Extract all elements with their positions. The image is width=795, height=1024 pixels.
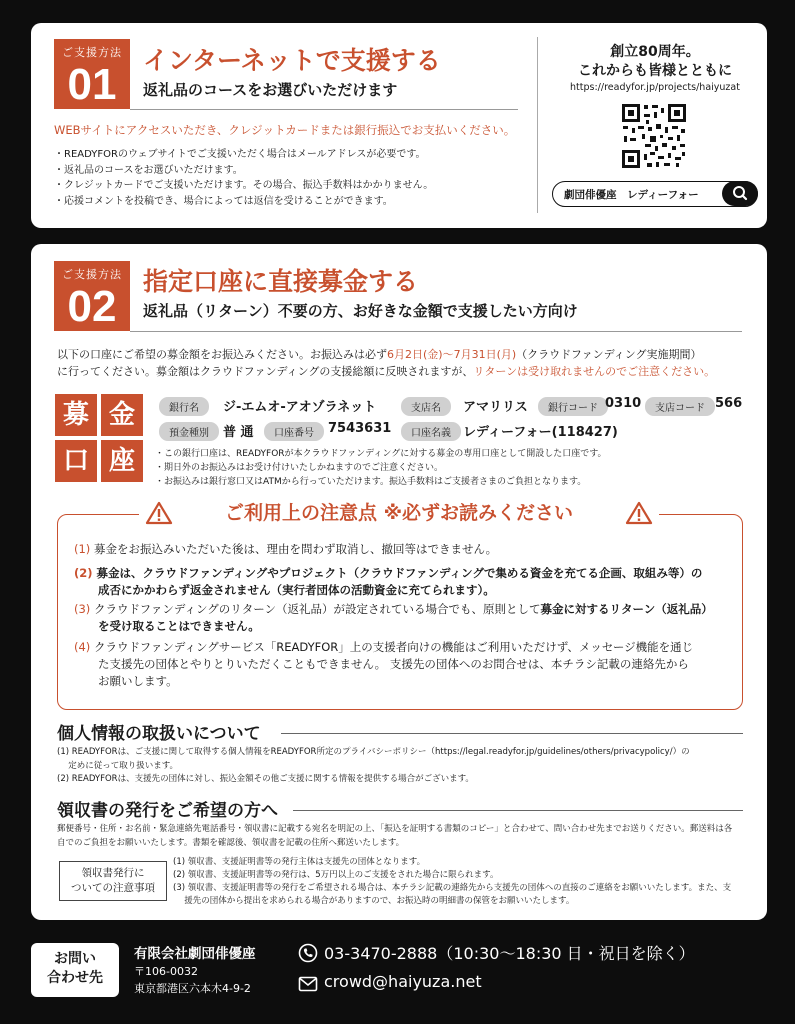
caution-title: ご利用上の注意点 ※必ずお読みください: [224, 502, 574, 524]
method1-bullets: [54, 147, 433, 209]
receipt-notice-box: 領収書発行に ついての注意事項: [59, 861, 167, 901]
intro-text: 以下の口座にご希望の募金額をお振込みください。お振込みは必ず: [57, 348, 387, 361]
postal-code: 〒106-0032: [134, 965, 198, 978]
caution-item-3: (3) クラウドファンディングのリターン（返礼品）が設定されている場合でも、原則として募金に対するリターン（返礼品） を受け取ることはできません。: [74, 602, 713, 633]
company-name: 有限会社劇団俳優座: [134, 946, 256, 962]
method2-subtitle: 返礼品（リターン）不要の方、お好きな金額で支援したい方向け: [143, 302, 578, 320]
phone-hours: （10:30〜18:30 日・祝日を除く）: [437, 944, 695, 963]
bank-note: ・この銀行口座は、READYFORが本クラウドファンディングに対する募金の専用口座として開設した口座です。: [155, 449, 607, 459]
method2-number: 02: [67, 282, 117, 331]
promo-line1: 創立80周年。: [610, 44, 700, 60]
divider: [130, 109, 518, 110]
account-number: 7543631: [328, 421, 392, 436]
bank-code-label: 銀行コード: [538, 397, 608, 416]
bullet: ・READYFORのウェブサイトでご支援いただく場合はメールアドレスが必要です。: [54, 149, 426, 160]
method1-subtitle: 返礼品のコースをお選びいただけます: [143, 81, 398, 99]
contact-label-box: お問い 合わせ先: [31, 943, 119, 997]
search-bar[interactable]: [552, 181, 758, 207]
bullet: ・返礼品のコースをお選びいただけます。: [54, 164, 243, 176]
method2-title: 指定口座に直接募金する: [143, 267, 419, 296]
caution-title-wrap: [139, 498, 659, 528]
branch-name: アマリリス: [463, 400, 528, 415]
method1-badge: [54, 39, 130, 109]
branch-code-label: 支店コード: [645, 397, 715, 416]
intro-text: に行ってください。募金額はクラウドファンディングの支援総額に反映されますが、: [57, 365, 474, 378]
search-icon: [722, 181, 758, 206]
branch-label: 支店名: [401, 397, 451, 416]
account-holder: レディーフォー(118427): [463, 425, 618, 440]
method1-number: 01: [67, 60, 117, 109]
bank-note: ・期日外のお振込みはお受け付けいたしかねますのでご注意ください。: [155, 463, 444, 473]
bank-note: ・お振込みは銀行窓口又はATMから行っていただけます。振込手数料はご支援者さまのご負担となります。: [155, 477, 587, 487]
phone-icon: [298, 943, 318, 967]
phone-number[interactable]: 03-3470-2888: [324, 944, 438, 963]
method2-intro: [57, 346, 715, 380]
method1-label: ご支援方法: [62, 46, 122, 59]
method2-card: [31, 244, 767, 920]
kanji-kou: 口: [55, 440, 97, 482]
warning-icon: [145, 501, 173, 525]
caution-item-1: (1) 募金をお振込みいただいた後は、理由を問わず取消し、撤回等はできません。: [74, 542, 498, 556]
warning-icon: [625, 501, 653, 525]
caution-item-4: (4) クラウドファンディングサービス「READYFOR」上の支援者向けの機能はご利用いただけず、メッセージ機能を通じ た支援先の団体とやりとりいただくこともできません。 支援先の団体へのお問合せは、本チラシ記載の連絡先から お願いします。: [74, 640, 694, 688]
caution-item-2: (2) 募金は、クラウドファンディングやプロジェクト（クラウドファンディングで集める資金を充てる企画、取組み等）の 成否にかかわらず返金されません（実行者団体の活動資金に充てられます）。: [74, 566, 703, 597]
method2-badge: [54, 261, 130, 331]
receipt-text: 郵便番号・住所・お名前・緊急連絡先電話番号・領収書に記載する宛名を明記の上、「振込を証明する書類のコピー」と合わせて、問い合わせ先までお送りください。郵送料は各 自でのご負担をお願いいたします。書類を確認後、領収書を記載の住所へ郵送いたします。: [57, 824, 733, 848]
kanji-kin: 金: [101, 394, 143, 436]
receipt-notes: (1) 領収書、支援証明書等の発行主体は支援先の団体となります。 (2) 領収書、支援証明書等の発行は、5万円以上のご支援をされた場合に限られます。 (3) 領収書、支援証明書等の発行をご希望される場合は、本チラシ記載の連絡先から支援先の団体への直接のご連絡をお願いいたします。また、支 援先の団体から提出を求められる場合がありますので、お振込時の明細書の保管をお願いいたします。: [173, 857, 732, 906]
kanji-bo: 募: [55, 394, 97, 436]
divider: [293, 810, 743, 811]
bank-notes: [155, 447, 606, 489]
bank-code: 0310: [605, 396, 642, 411]
promo-line2: これからも皆様とともに: [578, 63, 732, 79]
account-type: 普 通: [223, 425, 254, 440]
divider: [130, 331, 742, 332]
warning-text: リターンは受け取れませんのでご注意ください。: [473, 365, 716, 378]
period-text: 6月2日(金)〜7月31日(月): [387, 348, 517, 361]
search-button[interactable]: [722, 181, 758, 206]
branch-code: 566: [715, 396, 743, 411]
privacy-text: (1) READYFORは、ご支援に関して取得する個人情報をREADYFOR所定のプライバシーポリシー（https://legal.readyfor.jp/guidelines/others/privacypolicy/）の 定めに従って取り扱います。 (2) READYFORは、支援先の団体に対し、振込金額その他ご支援に関する情報を提供する場合がございます。: [57, 747, 690, 784]
email[interactable]: crowd@haiyuza.net: [324, 972, 482, 991]
method2-label: ご支援方法: [62, 268, 122, 281]
mail-icon: [298, 975, 318, 997]
divider: [281, 733, 743, 734]
method1-card: [31, 23, 767, 228]
vertical-divider: [537, 37, 538, 213]
project-url[interactable]: https://readyfor.jp/projects/haiyuzat: [570, 82, 740, 93]
privacy-title: 個人情報の取扱いについて: [57, 724, 261, 744]
address: 東京都港区六本木4-9-2: [134, 982, 251, 995]
bank-name-label: 銀行名: [159, 397, 209, 416]
bank-name: ジ-エムオ-アオゾラネット: [223, 400, 377, 415]
bullet: ・クレジットカードでご支援いただけます。その場合、振込手数料はかかりません。: [54, 180, 434, 191]
caution-box: [57, 514, 743, 710]
phone-line: [324, 941, 695, 964]
account-holder-label: 口座名義: [401, 422, 461, 441]
search-text: 劇団俳優座 レディーフォー: [564, 189, 699, 201]
account-number-label: 口座番号: [264, 422, 324, 441]
qr-code-icon: [620, 102, 688, 170]
method1-notice: WEBサイトにアクセスいただき、クレジットカードまたは銀行振込でお支払いください。: [54, 123, 516, 137]
receipt-title: 領収書の発行をご希望の方へ: [57, 801, 278, 821]
kanji-za: 座: [101, 440, 143, 482]
account-type-label: 預金種別: [159, 422, 219, 441]
method1-title: インターネットで支援する: [143, 46, 441, 75]
bullet: ・応援コメントを投稿でき、場合によっては返信を受けることができます。: [54, 195, 393, 207]
intro-text: （クラウドファンディング実施期間）: [516, 348, 702, 361]
